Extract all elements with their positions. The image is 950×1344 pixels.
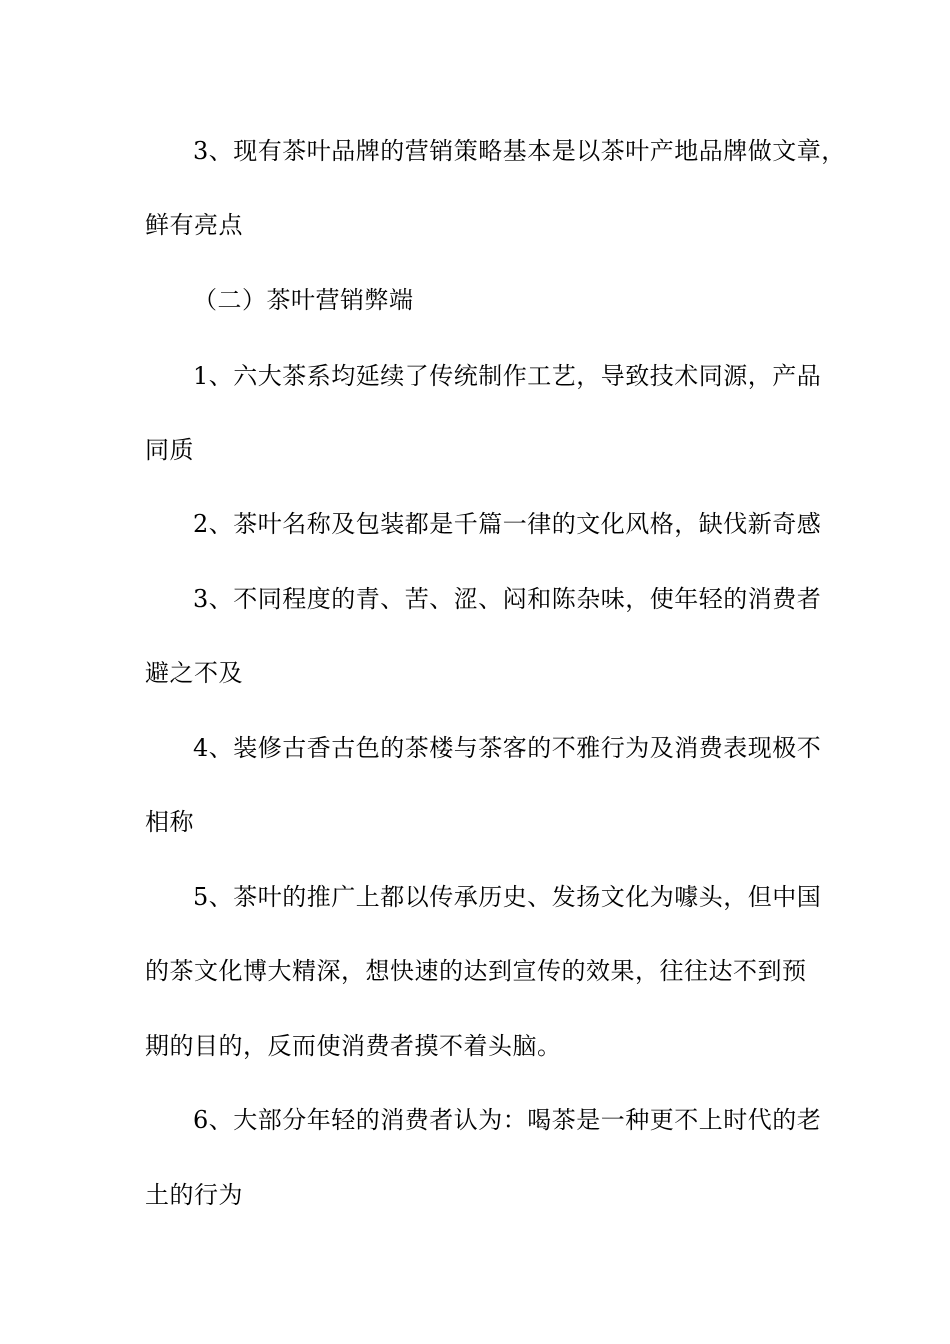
paragraph-line: 2、茶叶名称及包装都是千篇一律的文化风格，缺伐新奇感: [193, 510, 822, 538]
paragraph-line: 相称: [145, 808, 194, 836]
paragraph-line: 5、茶叶的推广上都以传承历史、发扬文化为噱头，但中国: [193, 883, 822, 911]
paragraph-line: 鲜有亮点: [145, 211, 243, 239]
paragraph-line: 6、大部分年轻的消费者认为：喝茶是一种更不上时代的老: [193, 1106, 822, 1134]
paragraph-line: 避之不及: [145, 659, 243, 687]
paragraph-line: 土的行为: [145, 1181, 243, 1209]
paragraph-line: 1、六大茶系均延续了传统制作工艺，导致技术同源，产品: [193, 362, 822, 390]
paragraph-line: 的茶文化博大精深，想快速的达到宣传的效果，往往达不到预: [145, 957, 807, 985]
paragraph-line: 同质: [145, 436, 194, 464]
section-heading: （二）茶叶营销弊端: [193, 286, 414, 314]
paragraph-line: 3、现有茶叶品牌的营销策略基本是以茶叶产地品牌做文章，: [193, 137, 846, 165]
paragraph-line: 4、装修古香古色的茶楼与茶客的不雅行为及消费表现极不: [193, 734, 822, 762]
paragraph-line: 期的目的，反而使消费者摸不着头脑。: [145, 1032, 562, 1060]
paragraph-line: 3、不同程度的青、苦、涩、闷和陈杂味，使年轻的消费者: [193, 585, 822, 613]
